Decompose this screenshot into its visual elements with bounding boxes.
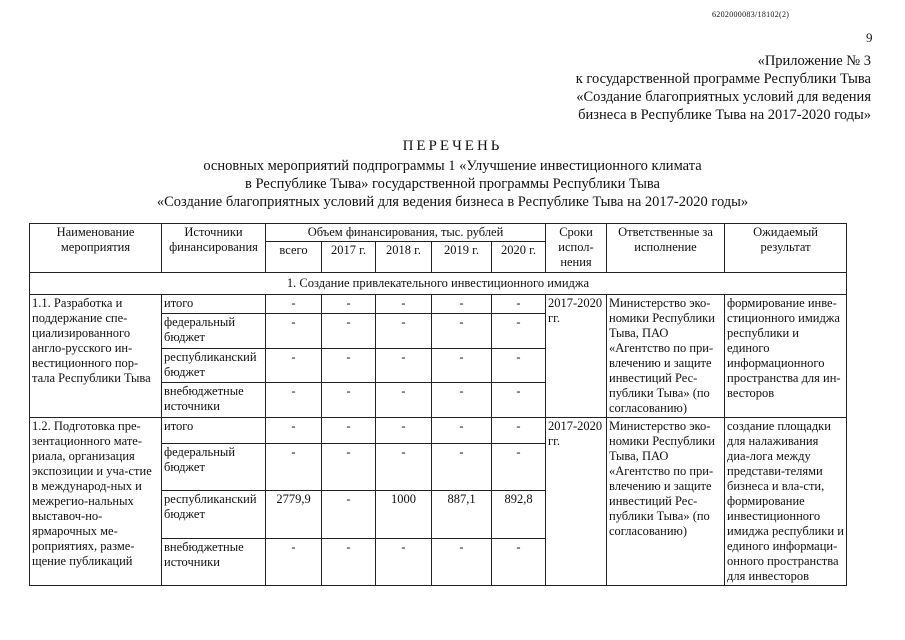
y2017-cell: - (322, 295, 376, 314)
total-cell: - (266, 443, 322, 490)
source-cell: итого (162, 418, 266, 444)
header-name: Наименование мероприятия (30, 224, 162, 273)
y2019-cell: 887,1 (432, 491, 492, 538)
source-cell: федеральный бюджет (162, 443, 266, 490)
terms-cell: 2017-2020 гг. (546, 418, 607, 586)
appendix-line-3: «Создание благоприятных условий для ведения (576, 89, 871, 105)
source-cell: республиканский бюджет (162, 491, 266, 538)
y2019-cell: - (432, 348, 492, 383)
y2018-cell: 1000 (376, 491, 432, 538)
header-sources: Источники финансирования (162, 224, 266, 273)
y2020-cell: - (492, 383, 546, 418)
y2020-cell: - (492, 418, 546, 444)
y2019-cell: - (432, 538, 492, 585)
total-cell: 2779,9 (266, 491, 322, 538)
terms-cell: 2017-2020 гг. (546, 295, 607, 418)
responsible-cell: Министерство эко-номики Республики Тыва, ПАО «Агентство по при-влечению и защите инвестиций Рес-публики Тыва» (по согласованию) (607, 418, 725, 586)
header-2017: 2017 г. (322, 242, 376, 273)
y2017-cell: - (322, 383, 376, 418)
total-cell: - (266, 313, 322, 348)
y2018-cell: - (376, 443, 432, 490)
source-cell: внебюджетные источники (162, 383, 266, 418)
responsible-cell: Министерство эко-номики Республики Тыва, ПАО «Агентство по при-влечению и защите инвестиций Рес-публики Тыва» (по согласованию) (607, 295, 725, 418)
source-cell: республиканский бюджет (162, 348, 266, 383)
document-subtitle (0, 157, 905, 211)
header-result: Ожидаемый результат (725, 224, 847, 273)
section-heading: 1. Создание привлекательного инвестиционного имиджа (30, 273, 847, 295)
result-cell: формирование инве-стиционного имиджа республики и единого информационного пространства для ин-весторов (725, 295, 847, 418)
y2019-cell: - (432, 418, 492, 444)
y2020-cell: 892,8 (492, 491, 546, 538)
y2019-cell: - (432, 295, 492, 314)
total-cell: - (266, 418, 322, 444)
item-name: 1.1. Разработка и поддержание спе-циализированного англо-русского ин-вестиционного пор-тала Республики Тыва (30, 295, 162, 418)
total-cell: - (266, 295, 322, 314)
item-name: 1.2. Подготовка пре-зентационного мате-риала, организация экспозиции и уча-стие в международ-ных и межрегио-нальных выставоч-но-ярмарочных ме-роприятиях, разме-щение публикаций (30, 418, 162, 586)
y2017-cell: - (322, 491, 376, 538)
page-number: 9 (866, 30, 873, 45)
header-funding: Объем финансирования, тыс. рублей (266, 224, 546, 242)
source-cell: федеральный бюджет (162, 313, 266, 348)
subtitle-line-3: «Создание благоприятных условий для ведения бизнеса в Республике Тыва на 2017-2020 годы» (156, 194, 749, 210)
activities-table-wrapper (29, 223, 847, 586)
source-cell: итого (162, 295, 266, 314)
table-header (30, 224, 847, 273)
header-2020: 2020 г. (492, 242, 546, 273)
y2020-cell: - (492, 295, 546, 314)
y2018-cell: - (376, 313, 432, 348)
y2019-cell: - (432, 443, 492, 490)
header-2019: 2019 г. (432, 242, 492, 273)
subtitle-line-1: основных мероприятий подпрограммы 1 «Улучшение инвестиционного климата (203, 158, 702, 174)
result-cell: создание площадки для налаживания диа-лога между представи-телями бизнеса и вла-сти, формирование инвестиционного имиджа республики и единого информаци-онного пространства для инвесторов (725, 418, 847, 586)
y2020-cell: - (492, 538, 546, 585)
header-2018: 2018 г. (376, 242, 432, 273)
total-cell: - (266, 383, 322, 418)
y2018-cell: - (376, 538, 432, 585)
subtitle-line-2: в Республике Тыва» государственной программы Республики Тыва (245, 176, 660, 192)
header-responsible: Ответственные за исполнение (607, 224, 725, 273)
total-cell: - (266, 348, 322, 383)
y2020-cell: - (492, 313, 546, 348)
y2017-cell: - (322, 443, 376, 490)
y2017-cell: - (322, 313, 376, 348)
header-terms: Сроки испол-нения (546, 224, 607, 273)
document-code: 6202000083/18102(2) (712, 10, 790, 19)
source-cell: внебюджетные источники (162, 538, 266, 585)
document-title: ПЕРЕЧЕНЬ (402, 138, 503, 154)
y2018-cell: - (376, 295, 432, 314)
table-row (30, 295, 847, 314)
y2018-cell: - (376, 418, 432, 444)
y2018-cell: - (376, 348, 432, 383)
appendix-line-2: к государственной программе Республики Тыва (575, 71, 871, 87)
appendix-header (531, 52, 871, 124)
appendix-line-4: бизнеса в Республике Тыва на 2017-2020 годы» (578, 107, 871, 123)
y2017-cell: - (322, 418, 376, 444)
y2020-cell: - (492, 443, 546, 490)
activities-table (29, 223, 847, 586)
y2017-cell: - (322, 348, 376, 383)
y2017-cell: - (322, 538, 376, 585)
y2018-cell: - (376, 383, 432, 418)
table-row (30, 418, 847, 444)
header-total: всего (266, 242, 322, 273)
y2019-cell: - (432, 383, 492, 418)
total-cell: - (266, 538, 322, 585)
y2020-cell: - (492, 348, 546, 383)
appendix-line-1: «Приложение № 3 (757, 53, 871, 69)
y2019-cell: - (432, 313, 492, 348)
